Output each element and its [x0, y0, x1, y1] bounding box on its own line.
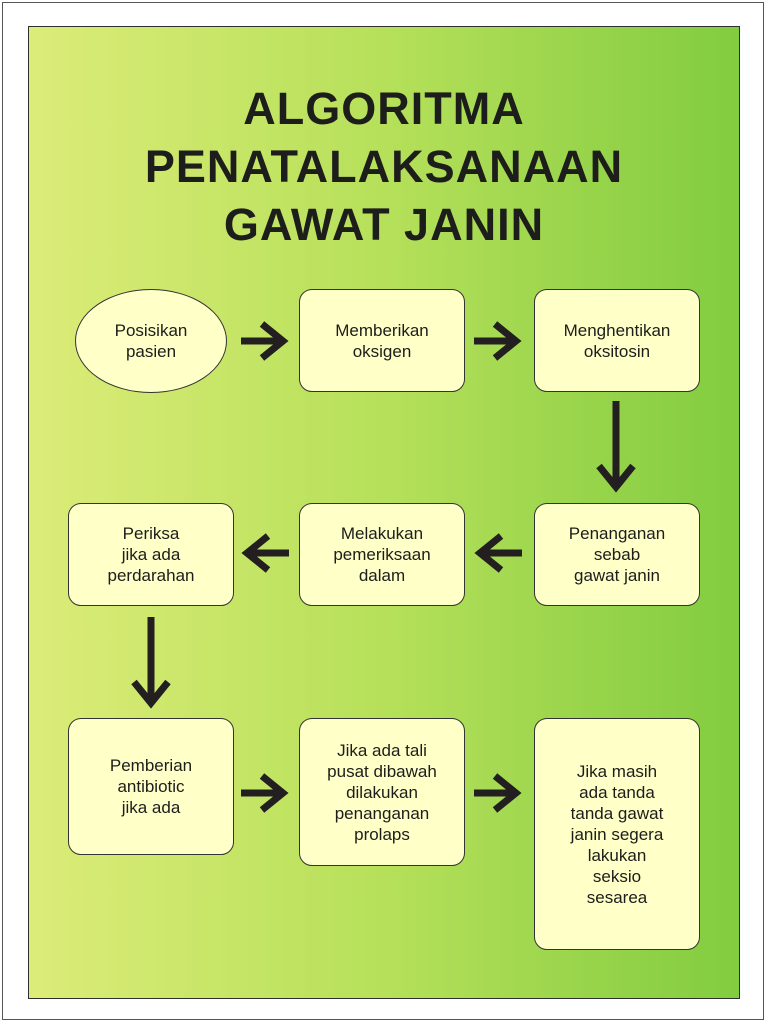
arrow-left-icon [479, 536, 522, 570]
title-line-1: ALGORITMA [243, 83, 525, 134]
step-penanganan-prolaps: Jika ada tali pusat dibawah dilakukan penanganan prolaps [299, 718, 465, 866]
step-penanganan-sebab: Penanganan sebab gawat janin [534, 503, 700, 606]
step-pemberian-antibiotic: Pemberian antibiotic jika ada [68, 718, 234, 855]
arrow-right-icon [241, 324, 284, 358]
step-pemeriksaan-dalam: Melakukan pemeriksaan dalam [299, 503, 465, 606]
arrow-right-icon [474, 324, 517, 358]
arrow-right-icon [474, 776, 517, 810]
title-line-3: GAWAT JANIN [223, 199, 545, 250]
arrow-down-icon [134, 617, 168, 704]
step-periksa-perdarahan: Periksa jika ada perdarahan [68, 503, 234, 606]
step-memberikan-oksigen: Memberikan oksigen [299, 289, 465, 392]
arrow-left-icon [246, 536, 289, 570]
arrow-down-icon [599, 401, 633, 488]
title-line-2: PENATALAKSANAAN [144, 141, 624, 192]
step-seksio-sesarea: Jika masih ada tanda tanda gawat janin segera lakukan seksio sesarea [534, 718, 700, 950]
step-posisikan-pasien: Posisikan pasien [75, 289, 227, 393]
arrow-right-icon [241, 776, 284, 810]
step-menghentikan-oksitosin: Menghentikan oksitosin [534, 289, 700, 392]
